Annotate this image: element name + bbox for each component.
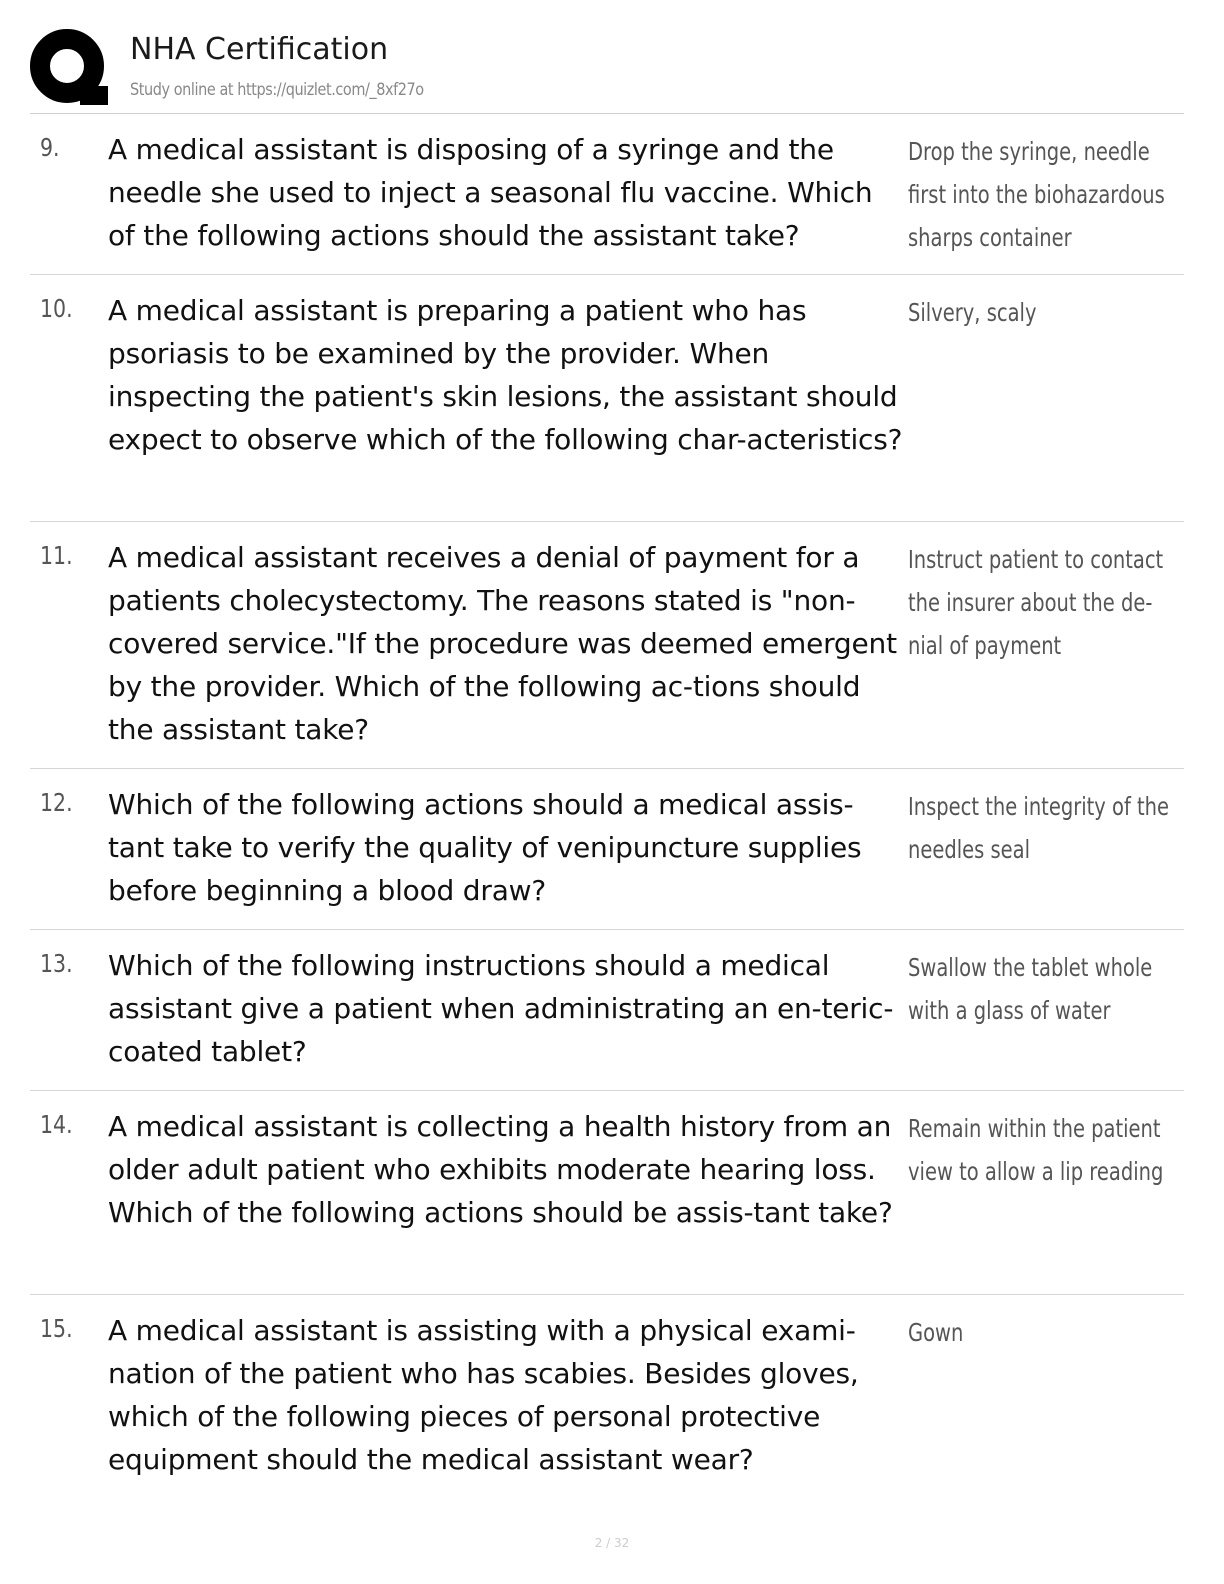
definition-line: needles seal (908, 835, 1031, 864)
card-number: 9. (40, 133, 60, 162)
flashcard-row (30, 275, 1184, 522)
card-definition (908, 130, 1165, 259)
card-term: A medical assistant receives a denial of payment for a patients cholecystectomy. The reasons stated is "non-covered service."If the procedure was deemed emergent by the provider. Which of the following ac-tions should the assistant take? (108, 541, 897, 746)
card-definition (908, 785, 1170, 871)
card-definition (908, 291, 1142, 334)
card-number: 10. (40, 294, 73, 323)
card-definition (908, 1311, 1142, 1354)
flashcard-row (30, 769, 1184, 930)
card-term: A medical assistant is disposing of a syringe and the needle she used to inject a seasonal flu vaccine. Which of the following actions should the assistant take? (108, 133, 873, 252)
definition-line: first into the biohazardous (908, 180, 1165, 209)
card-term: A medical assistant is collecting a health history from an older adult patient who exhibits moderate hearing loss. Which of the following actions should be assis-tant take? (108, 1110, 893, 1229)
card-number: 11. (40, 541, 73, 570)
flashcard-row (30, 114, 1184, 275)
flashcard-row (30, 1091, 1184, 1295)
definition-line: Instruct patient to contact (908, 545, 1164, 574)
card-definition (908, 1107, 1164, 1193)
definition-line: Inspect the integrity of the (908, 792, 1170, 821)
card-number: 12. (40, 788, 73, 817)
document-title: NHA Certification (130, 32, 389, 67)
definition-line: sharps container (908, 223, 1072, 252)
definition-line: Remain within the patient (908, 1114, 1161, 1143)
card-number: 14. (40, 1110, 73, 1139)
flashcard-row (30, 522, 1184, 769)
study-online-link-text: Study online at https://quizlet.com/_8xf27o (130, 80, 424, 100)
flashcard-row (30, 930, 1184, 1091)
card-term: A medical assistant is assisting with a physical exami-nation of the patient who has scabies. Besides gloves, which of the following pieces of personal protective equipment should the medical assistant wear? (108, 1314, 859, 1476)
card-term: A medical assistant is preparing a patient who has psoriasis to be examined by the provider. When inspecting the patient's skin lesions, the assistant should expect to observe which of the following char-acteristics? (108, 294, 903, 456)
card-number: 15. (40, 1314, 73, 1343)
card-definition (908, 538, 1164, 667)
card-term: Which of the following actions should a medical assis-tant take to verify the quality of venipuncture supplies before beginning a blood draw? (108, 788, 862, 907)
definition-line: Swallow the tablet whole (908, 953, 1153, 982)
definition-line: Gown (908, 1318, 964, 1347)
document-header (30, 26, 1184, 114)
quizlet-logo-icon (30, 28, 108, 106)
definition-line: with a glass of water (908, 996, 1111, 1025)
page-indicator: 2 / 32 (594, 1536, 630, 1550)
flashcard-list (30, 114, 1184, 1499)
flashcard-row (30, 1295, 1184, 1499)
definition-line: view to allow a lip reading (908, 1157, 1164, 1186)
card-definition (908, 946, 1153, 1032)
definition-line: the insurer about the de- (908, 588, 1153, 617)
card-number: 13. (40, 949, 73, 978)
definition-line: Drop the syringe, needle (908, 137, 1150, 166)
definition-line: nial of payment (908, 631, 1062, 660)
definition-line: Silvery, scaly (908, 298, 1037, 327)
card-term: Which of the following instructions should a medical assistant give a patient when administrating an en-teric- coated tablet? (108, 949, 894, 1068)
